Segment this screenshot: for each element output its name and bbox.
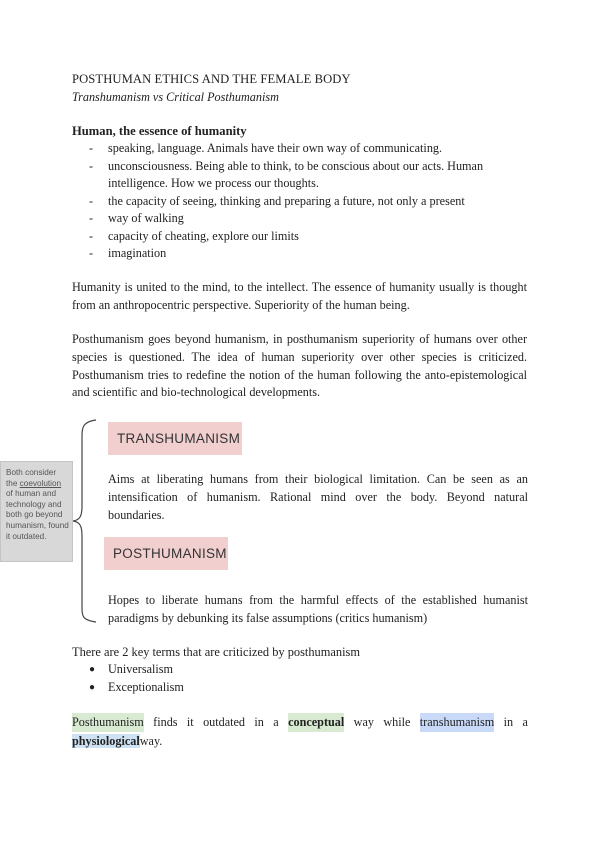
posthumanism-label-box: POSTHUMANISM (104, 537, 228, 570)
curly-brace-icon (70, 418, 100, 624)
highlight-transhumanism: transhumanism (420, 713, 494, 732)
list-item: - capacity of cheating, explore our limits (89, 228, 299, 243)
paragraph-posthumanism: Posthumanism goes beyond humanism, in posthumanism superiority of humans over other species is questioned. The idea of human superiority over other species is criticized. Posthumanism tries to redefine the notion of the human following the anto-epistemological and scientific and bio-technological developments. (72, 332, 527, 400)
highlight-posthumanism: Posthumanism (72, 713, 144, 732)
comment-underlined-word: coevolution (19, 478, 62, 488)
document-subtitle: Transhumanism vs Critical Posthumanism (72, 90, 279, 104)
section-heading: Human, the essence of humanity (72, 124, 247, 138)
paragraph-conclusion: Posthumanism finds it outdated in a conceptual way while transhumanism in a physiologicalway. (72, 715, 528, 748)
list-item: - speaking, language. Animals have their own way of communicating. (89, 141, 443, 155)
list-item: ● Exceptionalism (89, 679, 184, 694)
list-item: - imagination (89, 246, 167, 260)
document-title: POSTHUMAN ETHICS AND THE FEMALE BODY (72, 72, 351, 86)
transhumanism-label-box: TRANSHUMANISM (108, 422, 242, 455)
paragraph-humanity: Humanity is united to the mind, to the intellect. The essence of humanity usually is thought from an anthropocentric perspective. Superiority of the human being. (72, 280, 527, 312)
highlight-conceptual: conceptual (288, 713, 344, 732)
transhumanism-description: Aims at liberating humans from their biological limitation. Can be seen as an intensification of humanism. Rational mind over the body. Beyond natural boundaries. (108, 472, 528, 522)
bullet-list (72, 661, 184, 696)
paragraph-key-terms: There are 2 key terms that are criticized by posthumanism (72, 645, 360, 659)
dash-list (72, 140, 532, 263)
list-item: - the capacity of seeing, thinking and preparing a future, not only a present (89, 193, 465, 208)
list-item: - way of walking (89, 211, 184, 225)
posthumanism-description: Hopes to liberate humans from the harmful effects of the established humanist paradigms by debunking its false assumptions (critics humanism) (108, 593, 528, 625)
list-item: ● Universalism (89, 662, 173, 676)
highlight-physiological: physiological (72, 734, 140, 748)
margin-comment[interactable]: Both consider the coevolution of human and technology and both go beyond humanism, found it outdated. (0, 461, 73, 562)
list-item: - unconsciousness. Being able to think, to be conscious about our acts. Human intelligence. How we process our thoughts. (89, 158, 484, 190)
